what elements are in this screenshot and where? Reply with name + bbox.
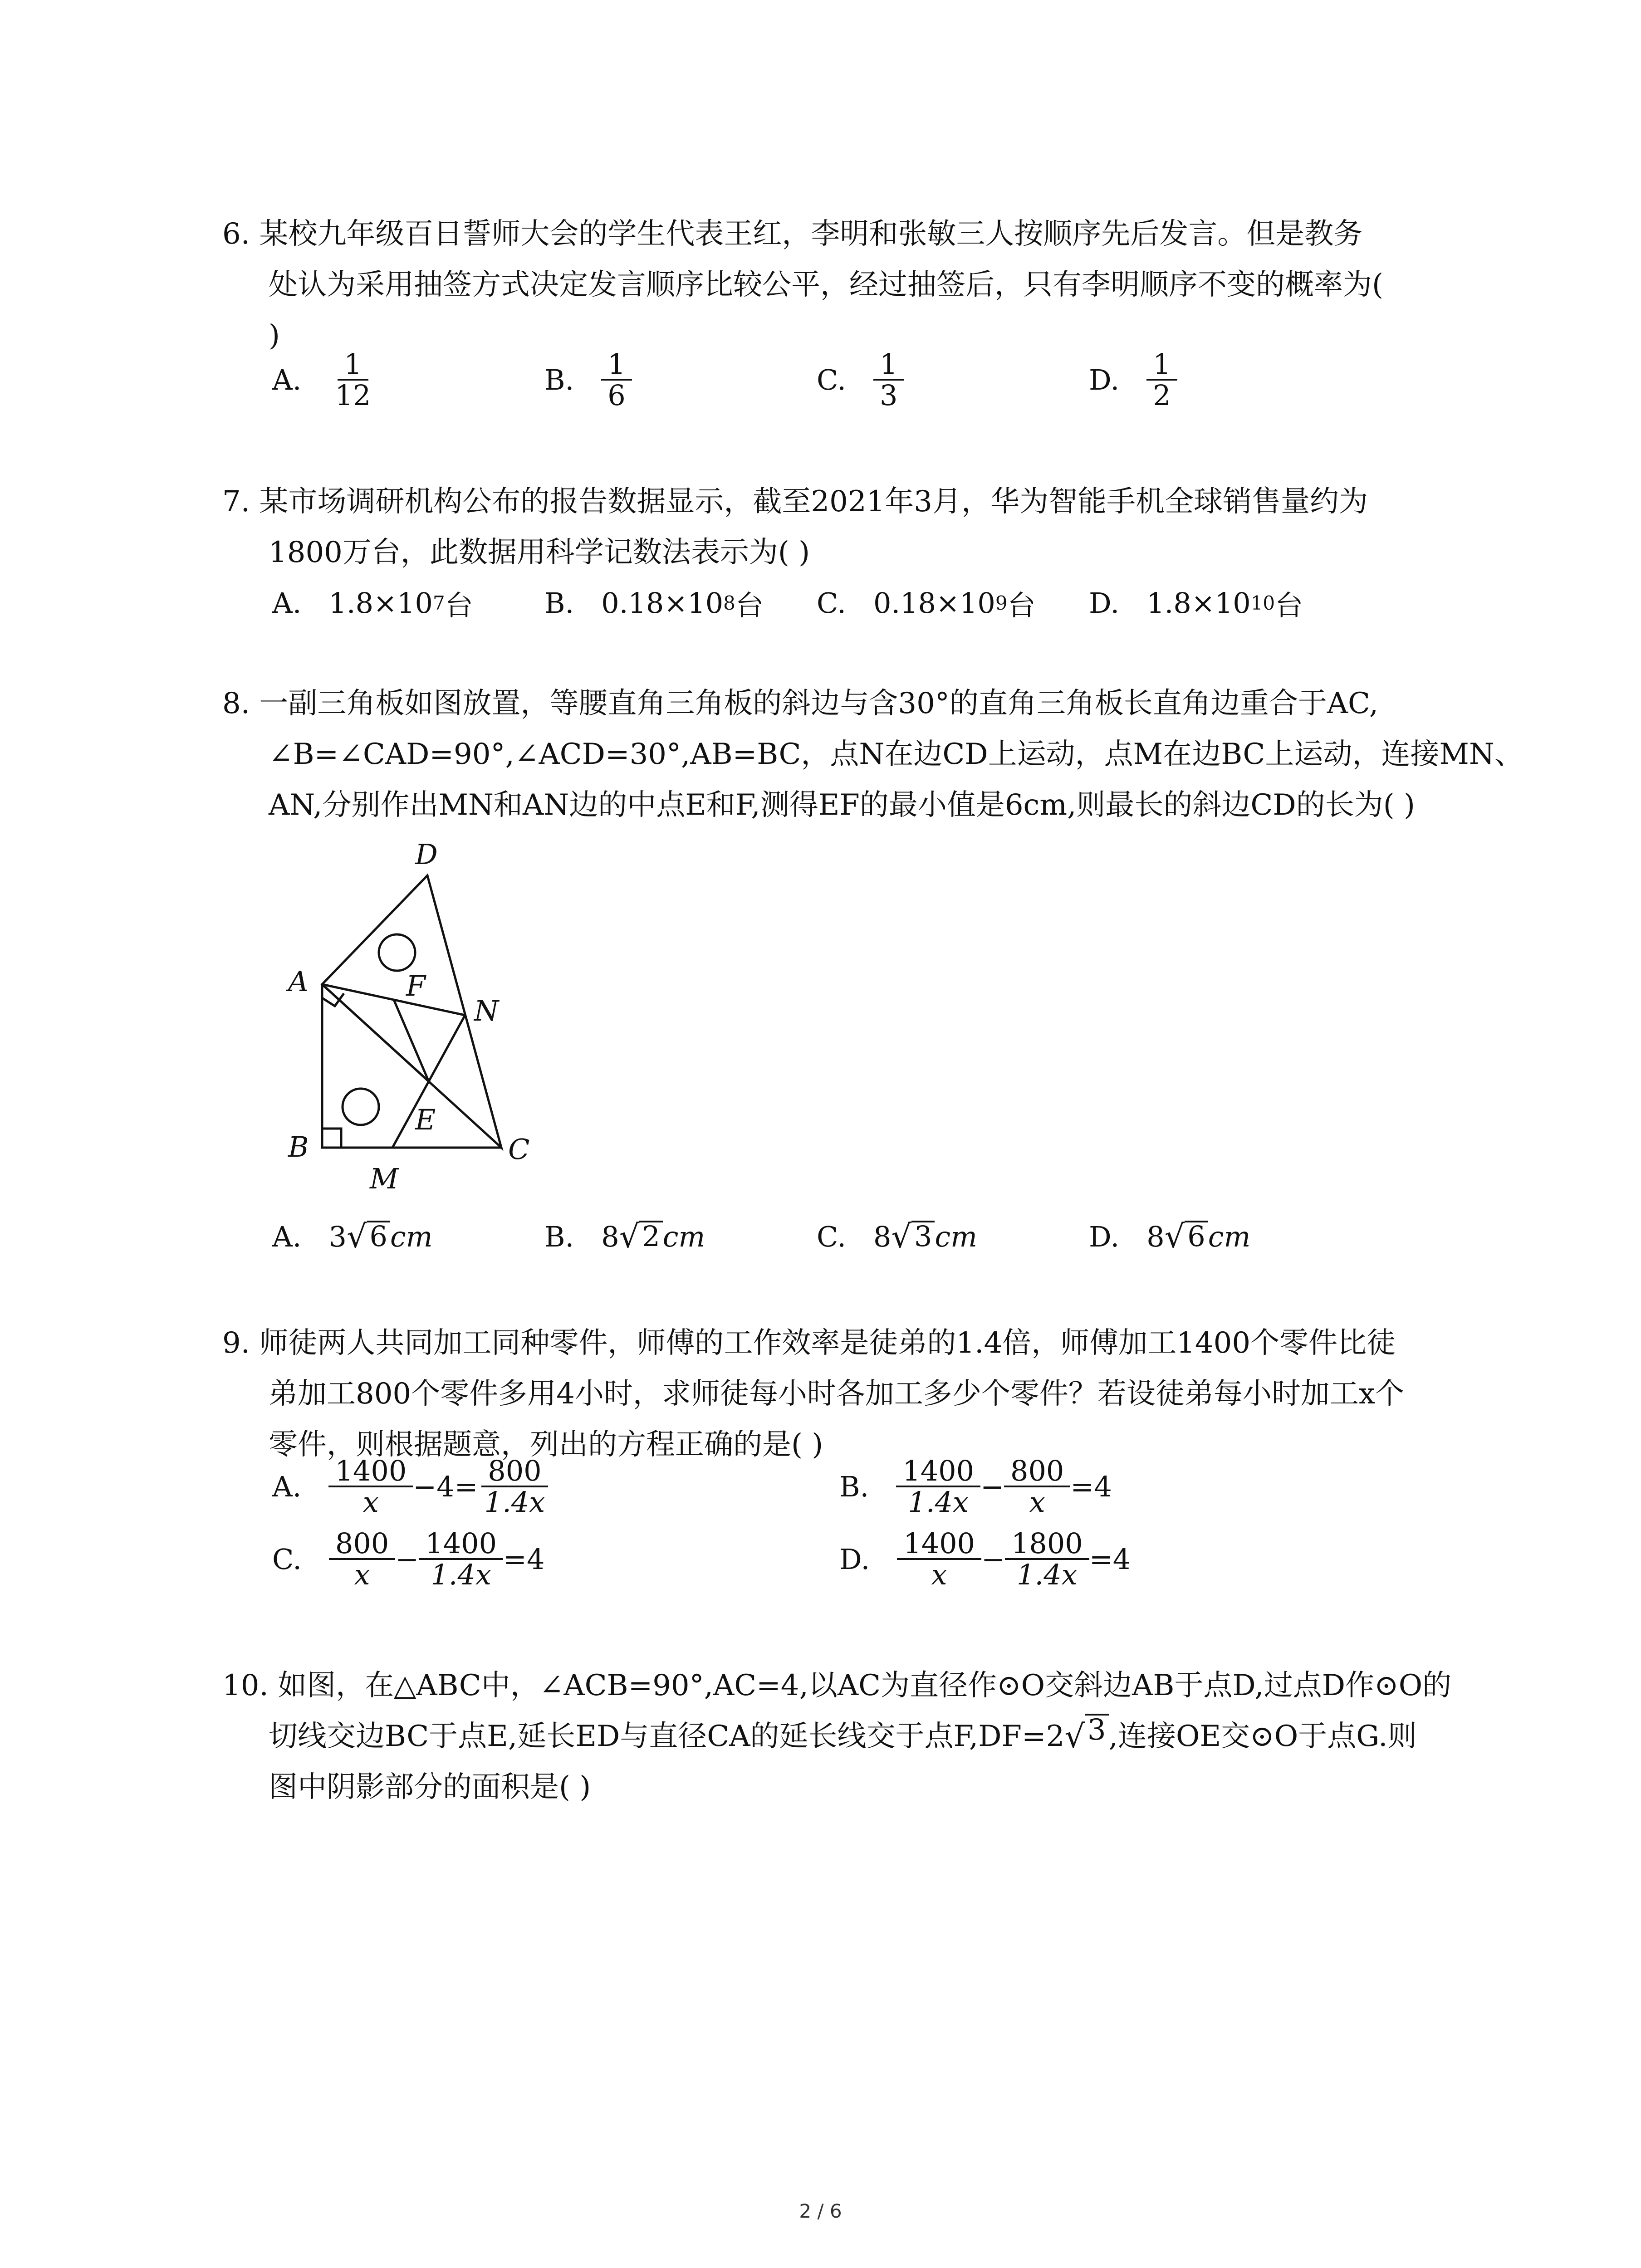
fraction: $\frac{1800}{1.4x}$: [1005, 1529, 1089, 1589]
fraction: $\frac{1}{6}$: [601, 349, 632, 410]
q6-line-3: ): [269, 319, 280, 352]
question-6: [222, 209, 1447, 361]
q7-option-b[interactable]: B. 0.18×10 8 台: [544, 587, 764, 622]
segment-fe: [394, 1000, 429, 1081]
fraction: $\frac{1400}{1.4x}$: [896, 1456, 980, 1517]
q7-option-a[interactable]: A. 1.8×10 7 台: [272, 587, 473, 622]
q8-line-2: ∠B=∠CAD=90°,∠ACD=30°,AB=BC，点N在边CD上运动，点M在边BC上运动，连接MN、: [269, 738, 1523, 771]
q9-line-2: 弟加工800个零件多用4小时，求师徒每小时各加工多少个零件？若设徒弟每小时加工x个: [269, 1377, 1404, 1411]
q6-option-c[interactable]: C. $\frac{1}{3}$: [817, 349, 904, 410]
label-c: C: [508, 1133, 530, 1166]
q6-option-d[interactable]: D. $\frac{1}{2}$: [1089, 349, 1177, 410]
q7-option-c[interactable]: C. 0.18×10 9 台: [817, 587, 1036, 622]
q9-option-d[interactable]: D. $\frac{1400}{x}$ − $\frac{1800}{1.4x}$ =4: [839, 1527, 1131, 1592]
circle-top: [379, 934, 415, 971]
q6-option-b[interactable]: B. $\frac{1}{6}$: [544, 349, 632, 410]
q9-option-c[interactable]: C. $\frac{800}{x}$ − $\frac{1400}{1.4x}$ =4: [272, 1527, 545, 1592]
q10-line-2: 切线交边BC于点E,延长ED与直径CA的延长线交于点F,DF=2 √ 3 ,连接OE交⊙O于点G.则: [222, 1711, 1447, 1762]
label-f: F: [406, 969, 426, 1002]
fraction: $\frac{1}{12}$: [335, 347, 371, 412]
q8-line-1: 8. 一副三角板如图放置，等腰直角三角板的斜边与含30°的直角三角板长直角边重合于AC,: [222, 687, 1379, 720]
q6-line-2: 处认为采用抽签方式决定发言顺序比较公平，经过抽签后，只有李明顺序不变的概率为(: [269, 268, 1383, 302]
q8-option-b[interactable]: B. 8 √ 2 cm: [544, 1218, 705, 1255]
q7-line-2: 1800万台，此数据用科学记数法表示为( ): [269, 536, 810, 569]
label-e: E: [415, 1103, 436, 1136]
q7-line-1: 7. 某市场调研机构公布的报告数据显示，截至2021年3月，华为智能手机全球销售量约为: [222, 485, 1368, 518]
sqrt: √ 6: [1165, 1218, 1208, 1255]
question-8: [222, 678, 1523, 831]
q9-line-1: 9. 师徒两人共同加工同种零件，师傅的工作效率是徒弟的1.4倍，师傅加工1400个零件比徒: [222, 1326, 1396, 1360]
fraction: $\frac{800}{x}$: [1004, 1456, 1070, 1517]
q10-line-3: 图中阴影部分的面积是( ): [269, 1770, 591, 1804]
q6-option-a[interactable]: A. $\frac{1}{12}$: [272, 349, 377, 410]
q9-line-3: 零件，则根据题意，列出的方程正确的是( ): [269, 1428, 823, 1461]
question-7: [222, 476, 1447, 578]
circle-bottom: [343, 1089, 379, 1125]
q8-option-c[interactable]: C. 8 √ 3 cm: [817, 1218, 977, 1255]
sqrt: √ 3: [1064, 1711, 1108, 1762]
fraction: $\frac{800}{1.4x}$: [478, 1456, 552, 1517]
q9-option-b[interactable]: B. $\frac{1400}{1.4x}$ − $\frac{800}{x}$ =4: [839, 1454, 1112, 1519]
q10-line-1: 10. 如图，在△ABC中，∠ACB=90°,AC=4,以AC为直径作⊙O交斜边AB于点D,过点D作⊙O的: [222, 1669, 1452, 1702]
sqrt: √ 6: [347, 1218, 390, 1255]
right-angle-b: [322, 1129, 341, 1148]
label-b: B: [288, 1130, 309, 1163]
question-10: [222, 1660, 1452, 1813]
question-9: [222, 1318, 1447, 1470]
q6-line-1: 6. 某校九年级百日誓师大会的学生代表王红，李明和张敏三人按顺序先后发言。但是教务: [222, 217, 1363, 251]
fraction: $\frac{1400}{x}$: [897, 1529, 981, 1589]
q8-figure: [281, 835, 563, 1207]
fraction: $\frac{800}{x}$: [329, 1529, 395, 1589]
q9-option-a[interactable]: A. $\frac{1400}{x}$ −4= $\frac{800}{1.4x}$: [272, 1456, 551, 1517]
label-d: D: [415, 838, 438, 871]
q8-option-a[interactable]: A. 3 √ 6 cm: [272, 1218, 433, 1255]
q8-option-d[interactable]: D. 8 √ 6 cm: [1089, 1218, 1251, 1255]
fraction: $\frac{1}{2}$: [1146, 349, 1177, 410]
q8-line-3: AN,分别作出MN和AN边的中点E和F,测得EF的最小值是6cm,则最长的斜边CD的长为( ): [269, 788, 1415, 822]
page-number: 2 / 6: [799, 2200, 842, 2222]
fraction: $\frac{1}{3}$: [873, 349, 904, 410]
fraction: $\frac{1400}{1.4x}$: [419, 1529, 503, 1589]
label-a: A: [288, 965, 309, 998]
fraction: $\frac{1400}{x}$: [328, 1456, 413, 1517]
sqrt: √ 2: [619, 1218, 663, 1255]
sqrt: √ 3: [891, 1218, 935, 1255]
label-m: M: [370, 1162, 399, 1195]
segment-an: [322, 984, 465, 1015]
label-n: N: [474, 994, 499, 1027]
q7-option-d[interactable]: D. 1.8×10 10 台: [1089, 587, 1303, 622]
